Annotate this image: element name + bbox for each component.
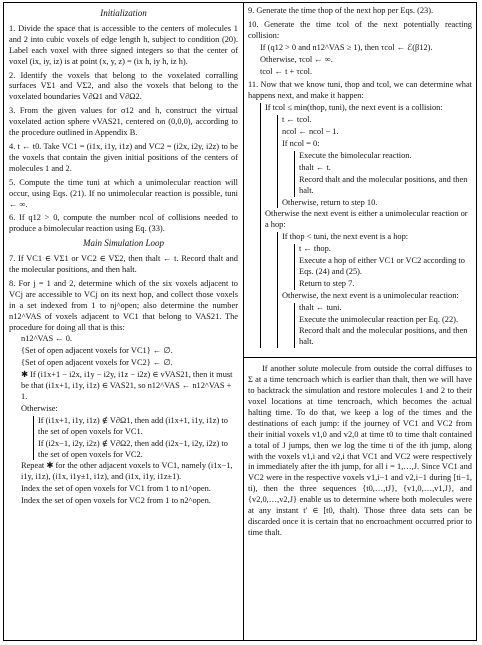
hop-return: Return to step 7. [299, 278, 355, 288]
step-1: 1. Divide the space that is accessible to the centers of molecules 1 and 2 into cubic voxels of edge length h, subject to condition (20). Label each voxel with three signed integers so that the center of voxel (ix, iy, iz) is at point (x, y, z) = (ix h, iy h, iz h). [9, 23, 238, 66]
bimolecular-thalt: thalt ← t. [299, 162, 331, 172]
hop-block [294, 244, 472, 290]
step-10-tcol: tcol ← t + τcol. [260, 66, 313, 76]
step-8-repeat: Repeat ✱ for the other adjacent voxels to VC1, namely (i1x−1, i1y, i1z), (i1x, i1y±1, i1z), and (i1x, i1y, i1z±1). [21, 461, 233, 482]
hop-t: t ← thop. [299, 244, 331, 254]
encroachment-paragraph: If another solute molecule from outside the corral diffuses to Σ at a time tencroach which is earlier than thalt, then we will have to backtrack the simulation and restore molecules 1 and 2 to their voxel locations at time tencroach, which becomes the actual halting time. To do that, we keep a log of the times and the destinations of each jump: if the journey of VC1 and VC2 from their initial voxels v1,0 and v2,0 at time t0 to time thalt contained a total of J jumps, then we log the time ti of the ith jump, along with the voxels v1,i and v2,i that VC1 and VC2 were respectively in immediately after the ith jump, for all i = 1,…,J. Since VC1 and VC2 were in the respective voxels v1,i−1 and v2,i−1 during [ti−1, ti), then the three sequences {t0,…,tJ}, {v1,0,…,v1,J}, and {v2,0,…,v2,J} enable us to determine where both molecules were at any instant t′ ∈ [t0, thalt). Those three data sets can be discarded once it is certain that no encroachment occurred prior to time thalt. [248, 364, 472, 537]
step-10-otherwise: Otherwise, τcol ← ∞. [260, 54, 333, 64]
step-8-otherwise: Otherwise: [21, 403, 58, 413]
step-5: 5. Compute the time tuni at which a unimolecular reaction will occur, using Eqs. (21). If no unimolecular reaction is possible, tuni ← ∞. [9, 177, 238, 209]
step-8-star-rule: ✱ If (i1x+1 − i2x, i1y − i2y, i1z − i2z) ∈ vVAS21, then it must be that (i1x+1, i1y, i1z) ∈ VAS21, so n12^VAS ← n12^VAS + 1. [21, 370, 233, 401]
right-column [248, 6, 472, 542]
step-8-index-2: Index the set of open voxels for VC2 from 1 to n2^open. [21, 496, 211, 506]
uni-block [294, 303, 472, 349]
algorithm-box [3, 2, 477, 641]
heading-main-loop: Main Simulation Loop [82, 238, 164, 249]
collision-block [277, 115, 472, 208]
uni-otherwise: Otherwise, the next event is a unimolecular reaction: [282, 290, 459, 300]
step-8-procedure [21, 334, 238, 507]
bimolecular-execute: Execute the bimolecular reaction. [299, 150, 412, 160]
collision-t: t ← tcol. [282, 115, 312, 125]
step-11: 11. Now that we know tuni, thop and tcol, we can determine what happens next, and make it happen: [248, 80, 472, 101]
step-8-init-set1: {Set of open adjacent voxels for VC1} ← ∅. [21, 346, 173, 356]
bimolecular-record: Record thalt and the molecular positions, and then halt. [299, 174, 468, 195]
step-8-otherwise-block [33, 416, 238, 461]
step-11-otherwise: Otherwise the next event is either a unimolecular reaction or a hop: [265, 209, 468, 230]
collision-return: Otherwise, return to step 10. [282, 197, 378, 207]
hop-if: If thop < tuni, the next event is a hop: [282, 232, 409, 242]
reaction-block [294, 151, 472, 197]
step-4: 4. t ← t0. Take VC1 = (i1x, i1y, i1z) and VC2 = (i2x, i2y, i2z) to be the voxels that contain the given initial positions of the centers of molecules 1 and 2. [9, 141, 238, 173]
section-separator [243, 349, 477, 358]
step-10-if: If (q12 > 0 and n12^VAS ≥ 1), then τcol ← ℰ(β12). [260, 42, 433, 52]
uni-execute: Execute the unimolecular reaction per Eq. (22). [299, 314, 459, 324]
step-8-open-voxel-1: If (i1x+1, i1y, i1z) ∉ V∂Ω1, then add (i1x+1, i1y, i1z) to the set of open voxels for VC1. [38, 415, 228, 436]
column-divider [243, 3, 244, 640]
hop-execute: Execute a hop of either VC1 or VC2 according to Eqs. (24) and (25). [299, 256, 465, 276]
collision-ncol: ncol ← ncol − 1. [282, 127, 339, 137]
step-8-open-voxel-2: If (i2x−1, i2y, i2z) ∉ V∂Ω2, then add (i2x−1, i2y, i2z) to the set of open voxels for VC2. [38, 438, 228, 459]
step-7: 7. If VC1 ∈ VΣ1 or VC2 ∈ VΣ2, then thalt ← t. Record thalt and the molecular positions, and then halt. [9, 254, 238, 275]
step-8-index-1: Index the set of open voxels for VC1 from 1 to n1^open. [21, 484, 211, 494]
step-10: 10. Generate the time tcol of the next potentially reacting collision: [248, 19, 472, 40]
step-8-init-count: n12^VAS ← 0. [21, 334, 73, 344]
heading-initialization: Initialization [100, 8, 147, 18]
step-8: 8. For j = 1 and 2, determine which of the six voxels adjacent to VCj are accessible to VCj on its next hop, and collect those voxels in a set indexed from 1 to nj^open; also determine the number n12^VAS of voxels adjacent to VC1 that belong to VAS21. The procedure for doing all that is this: [9, 278, 238, 332]
step-3: 3. From the given values for σ12 and h, construct the virtual voxelated action sphere vVAS21, centered on (0,0,0), according to the procedure outlined in Appendix B. [9, 106, 238, 138]
step-9: 9. Generate the time thop of the next hop per Eqs. (23). [248, 6, 434, 15]
step-6: 6. If q12 > 0, compute the number ncol of collisions needed to produce a bimolecular reaction using Eq. (33). [9, 213, 238, 234]
step-10-body [260, 43, 472, 78]
collision-ncol-zero: If ncol = 0: [282, 138, 320, 148]
hop-or-uni-block [277, 232, 472, 348]
left-column [9, 6, 238, 508]
uni-thalt: thalt ← tuni. [299, 302, 342, 312]
step-11-collision-if: If tcol ≤ min(thop, tuni), the next event is a collision: [265, 103, 443, 113]
step-8-init-set2: {Set of open adjacent voxels for VC2} ← ∅. [21, 358, 173, 368]
uni-record: Record thalt and the molecular positions, and then halt. [299, 326, 468, 347]
step-11-body [260, 103, 472, 348]
step-2: 2. Identify the voxels that belong to the voxelated corralling surfaces VΣ1 and VΣ2, and also the voxels that belong to the voxelated boundaries V∂Ω1 and V∂Ω2. [9, 70, 238, 102]
